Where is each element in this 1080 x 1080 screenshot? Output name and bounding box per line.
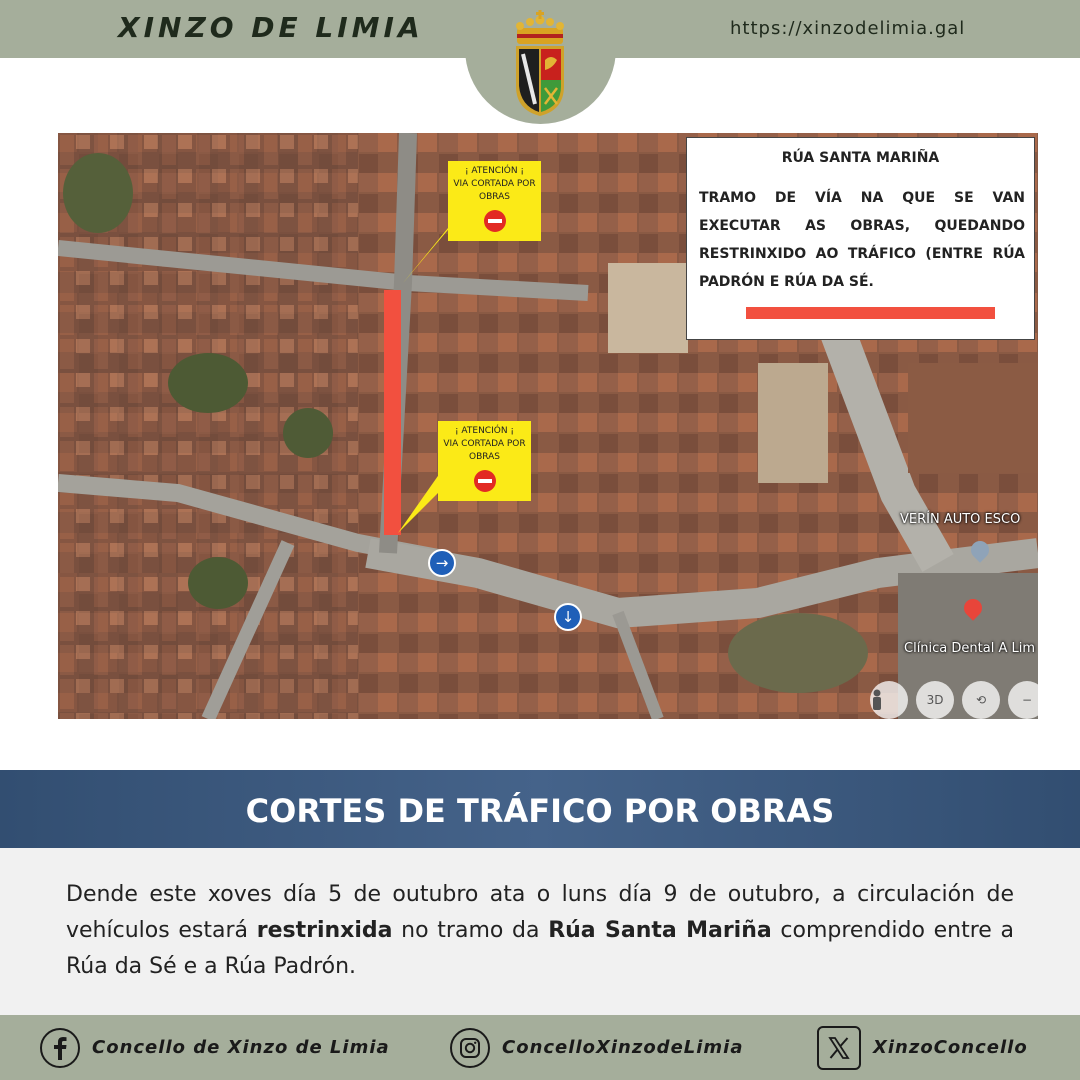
announcement-text-part: Dende este xoves día 5 de outubro ata o luns día 9 de outubro, a circulación de vehículos estará <box>66 882 1014 943</box>
announcement-text <box>66 877 1014 985</box>
brand-title: XINZO DE LIMIA <box>118 11 424 44</box>
instagram-label: ConcelloXinzodeLimia <box>502 1037 744 1058</box>
info-box-text: TRAMO DE VÍA NA QUE SE VAN EXECUTAR AS OBRAS, QUEDANDO RESTRINXIDO AO TRÁFICO (ENTRE RÚA PADRÓN E RÚA DA SÉ. <box>699 190 1025 290</box>
title-banner <box>0 770 1080 848</box>
arrow-down-icon: ↓ <box>554 603 582 631</box>
rotate-icon[interactable]: ⟲ <box>962 681 1000 719</box>
facebook-link[interactable] <box>40 1015 390 1080</box>
announcement-bold-street: Rúa Santa Mariña <box>548 918 772 943</box>
place-label-autoescola: VERÍN AUTO ESCO <box>900 512 1021 527</box>
instagram-link[interactable] <box>450 1015 743 1080</box>
place-label-clinica: Clínica Dental A Lim <box>904 641 1035 656</box>
road-closed-sign <box>448 161 541 241</box>
pegman-icon[interactable] <box>870 681 908 719</box>
website-link[interactable]: https://xinzodelimia.gal <box>730 18 966 39</box>
info-box <box>686 137 1035 340</box>
aerial-map[interactable] <box>58 133 1038 719</box>
no-entry-icon <box>484 210 506 232</box>
zoom-out-button[interactable]: − <box>1008 681 1038 719</box>
facebook-label: Concello de Xinzo de Limia <box>92 1037 390 1058</box>
closure-legend-line <box>746 307 995 319</box>
info-box-title: RÚA SANTA MARIÑA <box>781 150 940 166</box>
no-entry-icon <box>474 470 496 492</box>
coat-of-arms-icon <box>505 8 575 118</box>
instagram-icon <box>450 1028 490 1068</box>
facebook-icon <box>40 1028 80 1068</box>
3d-button[interactable]: 3D <box>916 681 954 719</box>
announcement-bold-restrinxida: restrinxida <box>256 918 393 943</box>
announcement-text-part: comprendido entre a Rúa da Sé e a Rúa Padrón. <box>66 918 1014 979</box>
arrow-right-icon: → <box>428 549 456 577</box>
road-closed-sign-text: ¡ ATENCIÓN ¡ VIA CORTADA POR OBRAS <box>443 426 526 462</box>
x-logo-icon <box>817 1026 861 1070</box>
x-label: XinzoConcello <box>873 1037 1028 1058</box>
road-closed-sign <box>438 421 531 501</box>
road-closed-sign-text: ¡ ATENCIÓN ¡ VIA CORTADA POR OBRAS <box>453 166 536 202</box>
announcement-text-part: no tramo da <box>392 918 549 943</box>
banner-title: CORTES DE TRÁFICO POR OBRAS <box>245 792 835 830</box>
x-link[interactable] <box>817 1015 1028 1080</box>
footer-bar <box>0 1015 1080 1080</box>
